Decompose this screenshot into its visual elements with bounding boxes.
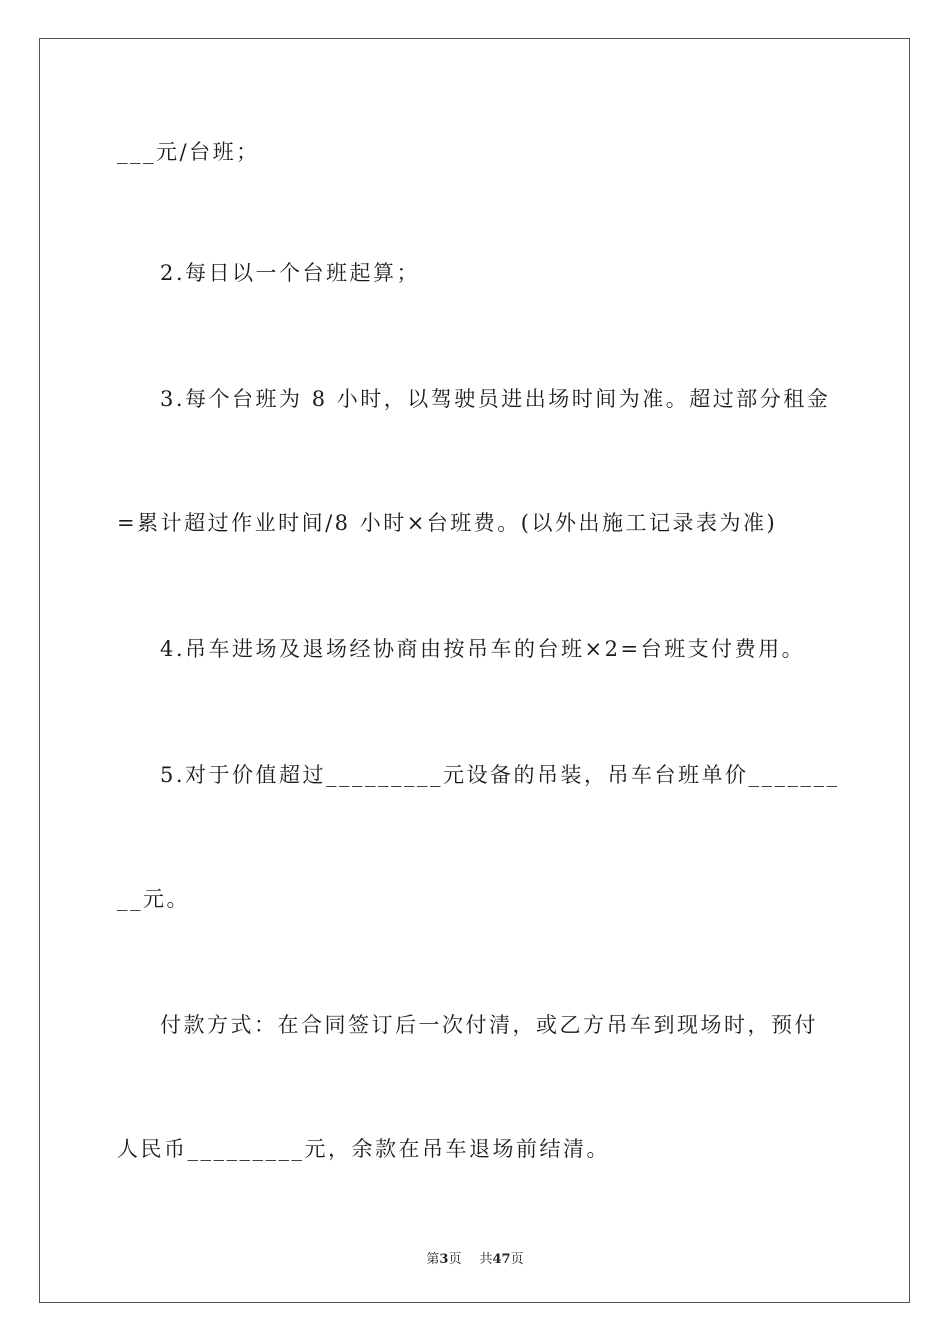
page-border [39,38,910,1303]
page-suffix: 页 [448,1252,462,1267]
text-line-payment-continued: 人民币_________元，余款在吊车退场前结清。 [117,1137,610,1161]
page-footer [0,1248,950,1267]
page-prefix: 第 [426,1252,440,1267]
text-line-item-4: 4.吊车进场及退场经协商由按吊车的台班×2=台班支付费用。 [160,637,806,661]
text-line-unit-price: ___元/台班； [117,140,260,164]
text-line-item-3-continued: =累计超过作业时间/8 小时×台班费。(以外出施工记录表为准) [117,511,778,535]
total-page-count: 47 [492,1252,511,1267]
total-suffix: 页 [510,1252,524,1267]
text-line-item-3: 3.每个台班为 8 小时，以驾驶员进出场时间为准。超过部分租金 [160,387,831,411]
text-line-item-5: 5.对于价值超过_________元设备的吊装，吊车台班单价_______ [160,763,840,787]
text-line-item-5-continued: __元。 [117,887,190,911]
text-line-payment-method: 付款方式：在合同签订后一次付清，或乙方吊车到现场时，预付 [160,1013,818,1037]
total-prefix: 共 [479,1252,493,1267]
text-line-item-2: 2.每日以一个台班起算； [160,261,421,285]
current-page-number: 3 [439,1252,449,1267]
